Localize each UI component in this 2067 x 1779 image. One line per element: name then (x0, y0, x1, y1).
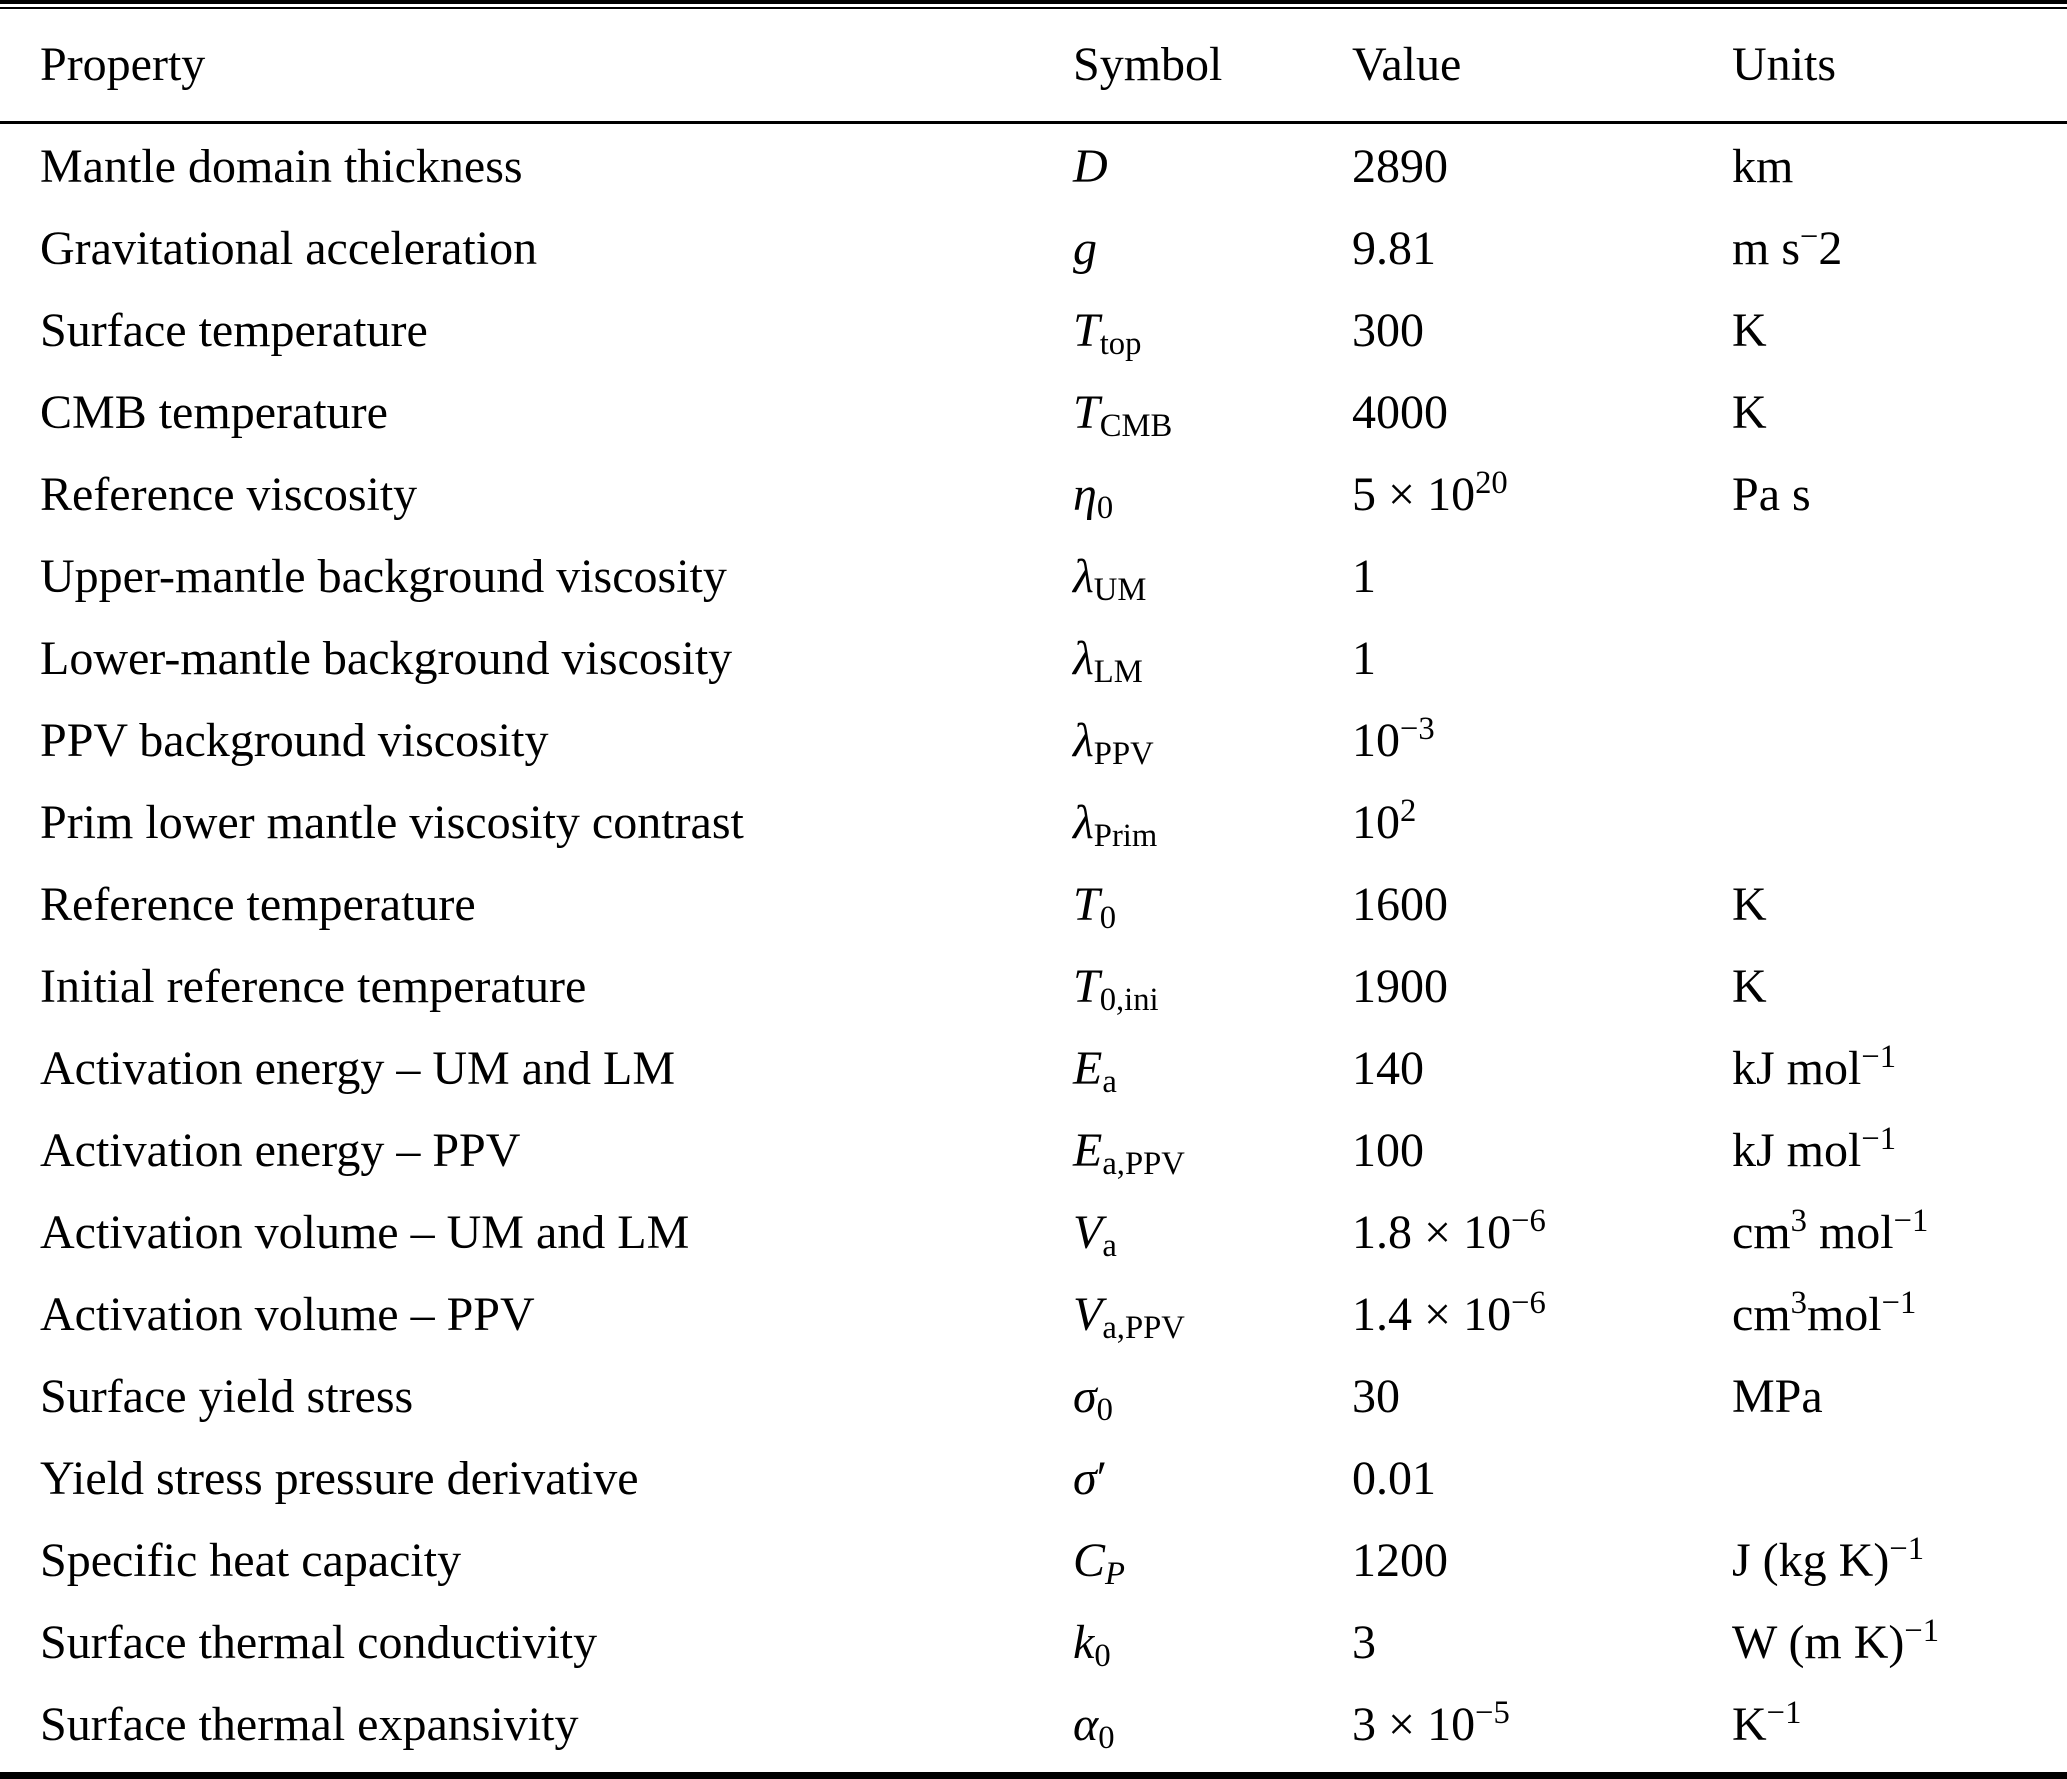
cell-symbol: $\alpha_0$ (1073, 1698, 1115, 1756)
cell-value: 1600 (1352, 878, 1448, 931)
table-row (0, 1602, 2067, 1684)
table-header-row (0, 9, 2067, 123)
table-row (0, 1438, 2067, 1520)
cell-units: $cm^3$ mol$^{-1}$ (1732, 1203, 1929, 1259)
cell-value: 30 (1352, 1370, 1400, 1423)
table-row (0, 536, 2067, 618)
cell-property: Yield stress pressure derivative (40, 1452, 639, 1505)
cell-property: Surface yield stress (40, 1370, 414, 1423)
table-header (0, 9, 2067, 123)
table-row (0, 290, 2067, 372)
cell-property: Reference viscosity (40, 468, 418, 521)
cell-property: CMB temperature (40, 386, 388, 439)
cell-units (1732, 1438, 2067, 1520)
cell-units: $K^{-1}$ (1732, 1695, 1802, 1751)
cell-symbol: $T_{top}$ (1073, 304, 1142, 362)
cell-symbol: $T_{CMB}$ (1073, 386, 1173, 444)
cell-symbol: $E_a$ (1073, 1042, 1117, 1100)
table-body (0, 123, 2067, 1767)
cell-property: PPV background viscosity (40, 714, 549, 767)
cell-value: $10^{-3}$ (1352, 711, 1435, 767)
cell-property: Lower-mantle background viscosity (40, 632, 733, 685)
cell-value: 1 (1352, 632, 1376, 685)
table-row (0, 123, 2067, 209)
cell-symbol: σ′ (1073, 1452, 1108, 1505)
cell-property: Activation energy – PPV (40, 1124, 521, 1177)
table-row (0, 208, 2067, 290)
cell-symbol: $\eta_0$ (1073, 468, 1114, 526)
cell-symbol: $\lambda_{UM}$ (1073, 550, 1147, 608)
cell-units: m s−2 (1732, 219, 1843, 275)
cell-symbol: $\sigma_0$ (1073, 1370, 1113, 1428)
cell-property: Reference temperature (40, 878, 476, 931)
cell-value: 100 (1352, 1124, 1424, 1177)
cell-value: 9.81 (1352, 222, 1436, 275)
cell-symbol: $\lambda_{Prim}$ (1073, 796, 1158, 854)
cell-value: $3 \times 10^{-5}$ (1352, 1695, 1510, 1751)
table-row (0, 946, 2067, 1028)
cell-symbol: $\lambda_{LM}$ (1073, 632, 1143, 690)
cell-property: Surface temperature (40, 304, 428, 357)
cell-units: $cm^3mol^{-1}$ (1732, 1285, 1917, 1341)
cell-symbol: $T_0$ (1073, 878, 1117, 936)
cell-units (1732, 618, 2067, 700)
column-header-symbol: Symbol (1073, 9, 1352, 123)
cell-property: Activation energy – UM and LM (40, 1042, 675, 1095)
cell-value: 140 (1352, 1042, 1424, 1095)
cell-symbol: $V_{a,PPV}$ (1073, 1288, 1185, 1346)
cell-symbol: g (1073, 222, 1097, 275)
cell-value: 3 (1352, 1616, 1376, 1669)
cell-symbol: $\lambda_{PPV}$ (1073, 714, 1154, 772)
table-row (0, 1110, 2067, 1192)
cell-property: Prim lower mantle viscosity contrast (40, 796, 744, 849)
model-parameters-table (0, 9, 2067, 1766)
cell-units: J (kg K)$^{-1}$ (1732, 1531, 1925, 1587)
table-row (0, 1274, 2067, 1356)
cell-units: K (1732, 960, 1767, 1013)
table-row (0, 1192, 2067, 1274)
cell-value: $1.8 \times 10^{-6}$ (1352, 1203, 1546, 1259)
table-row (0, 1684, 2067, 1766)
cell-units: K (1732, 304, 1767, 357)
table-row (0, 782, 2067, 864)
cell-value: 1 (1352, 550, 1376, 603)
cell-property: Specific heat capacity (40, 1534, 462, 1587)
column-header-value: Value (1352, 9, 1732, 123)
cell-units: kJ mol$^{-1}$ (1732, 1121, 1897, 1177)
cell-units (1732, 782, 2067, 864)
table-row (0, 618, 2067, 700)
cell-value: 0.01 (1352, 1452, 1436, 1505)
cell-property: Activation volume – UM and LM (40, 1206, 690, 1259)
cell-units (1732, 700, 2067, 782)
cell-value: 300 (1352, 304, 1424, 357)
table-row (0, 700, 2067, 782)
cell-units: K (1732, 386, 1767, 439)
cell-property: Activation volume – PPV (40, 1288, 535, 1341)
column-header-property: Property (0, 9, 1073, 123)
cell-value: 4000 (1352, 386, 1448, 439)
table-row (0, 372, 2067, 454)
cell-symbol: $E_{a,PPV}$ (1073, 1124, 1185, 1182)
table-row (0, 1356, 2067, 1438)
cell-symbol: $T_{0,ini}$ (1073, 960, 1159, 1018)
cell-symbol: $k_0$ (1073, 1616, 1111, 1674)
cell-value: 1900 (1352, 960, 1448, 1013)
cell-symbol: $V_a$ (1073, 1206, 1117, 1264)
table-row (0, 864, 2067, 946)
cell-value: $10^2$ (1352, 793, 1417, 849)
cell-units (1732, 536, 2067, 618)
cell-property: Gravitational acceleration (40, 222, 538, 275)
table-row (0, 1028, 2067, 1110)
column-header-units: Units (1732, 9, 2067, 123)
cell-units: kJ mol$^{-1}$ (1732, 1039, 1897, 1095)
table-row (0, 1520, 2067, 1602)
cell-property: Surface thermal expansivity (40, 1698, 579, 1751)
cell-value: 2890 (1352, 140, 1448, 193)
cell-value: $5 \times 10^{20}$ (1352, 465, 1508, 521)
cell-property: Upper-mantle background viscosity (40, 550, 727, 603)
cell-value: 1200 (1352, 1534, 1448, 1587)
cell-units: MPa (1732, 1370, 1823, 1423)
cell-units: W (m K)$^{-1}$ (1732, 1613, 1940, 1669)
cell-value: $1.4 \times 10^{-6}$ (1352, 1285, 1546, 1341)
cell-symbol: D (1073, 140, 1108, 193)
cell-property: Initial reference temperature (40, 960, 587, 1013)
cell-units: Pa s (1732, 468, 1811, 521)
bottom-rule (0, 1772, 2067, 1779)
cell-symbol: $C_P$ (1073, 1534, 1125, 1592)
cell-property: Mantle domain thickness (40, 140, 523, 193)
cell-units: K (1732, 878, 1767, 931)
cell-property: Surface thermal conductivity (40, 1616, 598, 1669)
table-row (0, 454, 2067, 536)
cell-units: km (1732, 140, 1794, 193)
